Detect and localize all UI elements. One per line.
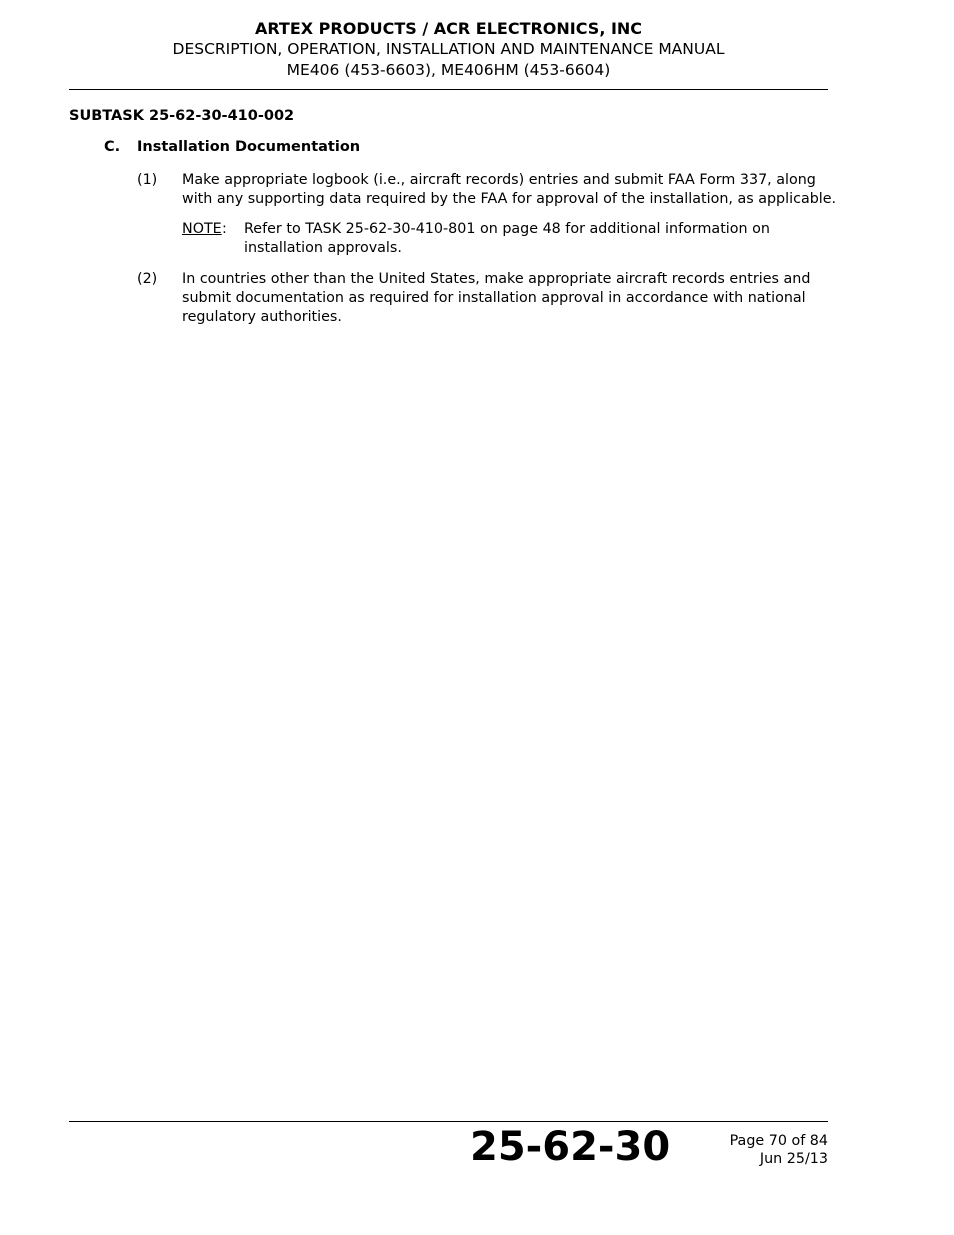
note-colon: : (222, 221, 227, 237)
model-numbers: ME406 (453-6603), ME406HM (453-6604) (286, 61, 611, 79)
list-item (137, 270, 837, 327)
section-heading (104, 138, 360, 157)
note-text: Refer to TASK 25-62-30-410-801 on page 48 for additional information on installation approvals. (244, 221, 770, 256)
list-item-text: In countries other than the United States, make appropriate aircraft records entries and submit documentation as required for installation approval in accordance with national regulatory authorities. (182, 271, 811, 325)
page-info (680, 1132, 828, 1168)
list-item-number: (2) (137, 271, 158, 287)
list-item-text: Make appropriate logbook (i.e., aircraft records) entries and submit FAA Form 337, along with any supporting data required by the FAA for approval of the installation, as applicable. (182, 172, 837, 207)
footer-divider (69, 1121, 828, 1122)
section-letter: C. (104, 139, 121, 155)
note-block (182, 220, 832, 258)
header-divider (69, 89, 828, 90)
note-label: NOTE (182, 221, 222, 237)
company-name: ARTEX PRODUCTS / ACR ELECTRONICS, INC (254, 19, 643, 38)
list-item (137, 171, 837, 209)
page-header (69, 18, 828, 81)
page-number: Page 70 of 84 (729, 1133, 828, 1149)
list-item-number: (1) (137, 172, 158, 188)
chapter-code: 25-62-30 (470, 1124, 671, 1170)
manual-title: DESCRIPTION, OPERATION, INSTALLATION AND MAINTENANCE MANUAL (172, 40, 725, 58)
subtask-heading: SUBTASK 25-62-30-410-002 (69, 108, 295, 124)
revision-date: Jun 25/13 (759, 1151, 828, 1167)
section-title: Installation Documentation (137, 139, 361, 155)
